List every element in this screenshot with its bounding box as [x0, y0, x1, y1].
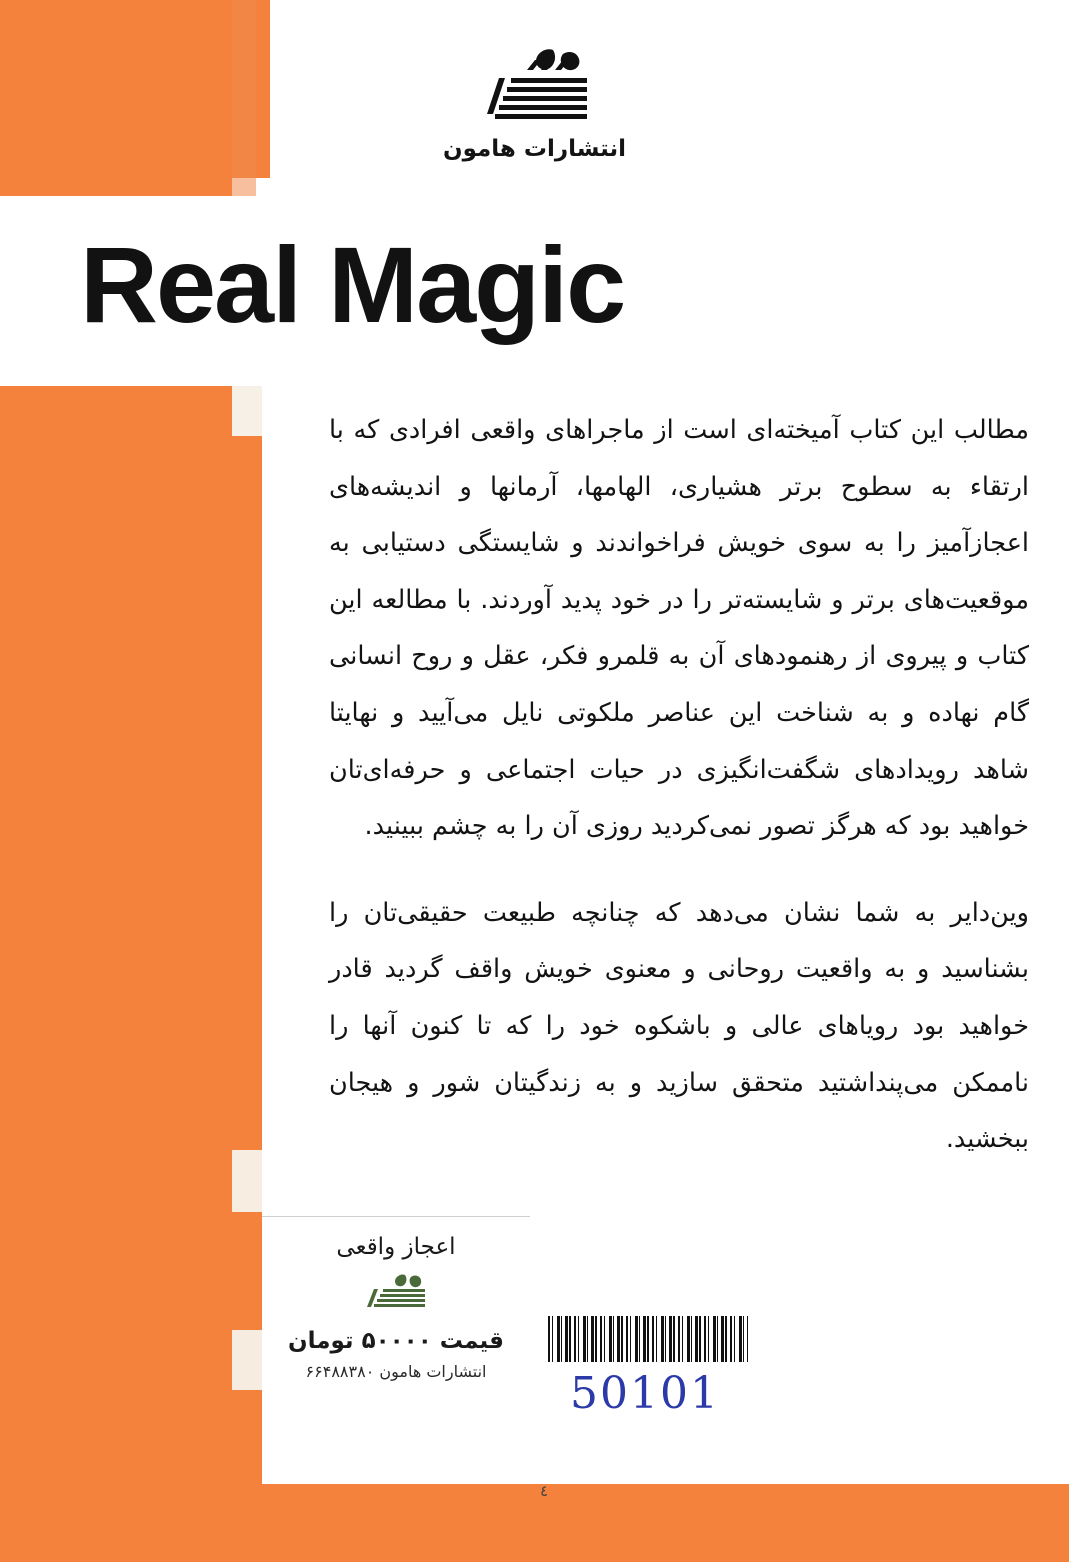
publisher-contact: انتشارات هامون ۶۶۴۸۸۳۸۰ [305, 1362, 487, 1381]
page-title: Real Magic [80, 224, 625, 345]
page-mark: ٤ [540, 1482, 549, 1500]
decorative-tab-1 [232, 386, 262, 436]
decorative-tab-3 [232, 1330, 262, 1390]
decorative-tab-2 [232, 1150, 262, 1212]
decorative-orange-panel-left [0, 386, 232, 1562]
handwritten-code: 50101 [570, 1368, 720, 1419]
hamoon-publisher-logo-small-icon [359, 1274, 433, 1316]
barcode-icon [548, 1316, 748, 1362]
footer-divider [262, 1216, 530, 1217]
back-cover-blurb [329, 402, 1029, 1168]
barcode-block [548, 1316, 748, 1419]
blurb-paragraph: وین‌دایر به شما نشان می‌دهد که چنانچه طبیعت حقیقی‌تان را بشناسید و به واقعیت روحانی و معنوی خویش واقف گردید قادر خواهید بود رویاهای عالی و باشکوه خود را که تا کنون آنها را ناممکن می‌پنداشتید متحقق سازید و به زندگیتان شور و هیجان ببخشید. [329, 897, 1029, 1155]
hamoon-publisher-logo-icon [467, 48, 603, 130]
footer-block [262, 1234, 530, 1384]
publisher-name: انتشارات هامون [442, 136, 627, 162]
footer-subtitle: اعجاز واقعی [336, 1234, 456, 1260]
decorative-orange-band-bottom [0, 1484, 1069, 1562]
publisher-block [0, 48, 1069, 162]
blurb-paragraph: مطالب این کتاب آمیخته‌ای است از ماجراهای واقعی افرادی که با ارتقاء به سطوح برتر هشیاری، الهامها، آرمانها و اندیشه‌های اعجازآمیز را به سوی خویش فراخواندند و شایستگی دستیابی به موقعیت‌های برتر و شایسته‌تر را در خود پدید آوردند. با مطالعه این کتاب و پیروی از رهنمودهای آن به قلمرو فکر، عقل و روح انسانی گام نهاده و به شناخت این عناصر ملکوتی نایل می‌آیید و نهایتا شاهد رویدادهای شگفت‌انگیزی در حیات اجتماعی و حرفه‌ای‌تان خواهید بود که هرگز تصور نمی‌کردید روزی آن را به چشم ببینید. [329, 415, 1029, 842]
price-label: قیمت ۵۰۰۰۰ تومان [287, 1328, 504, 1354]
